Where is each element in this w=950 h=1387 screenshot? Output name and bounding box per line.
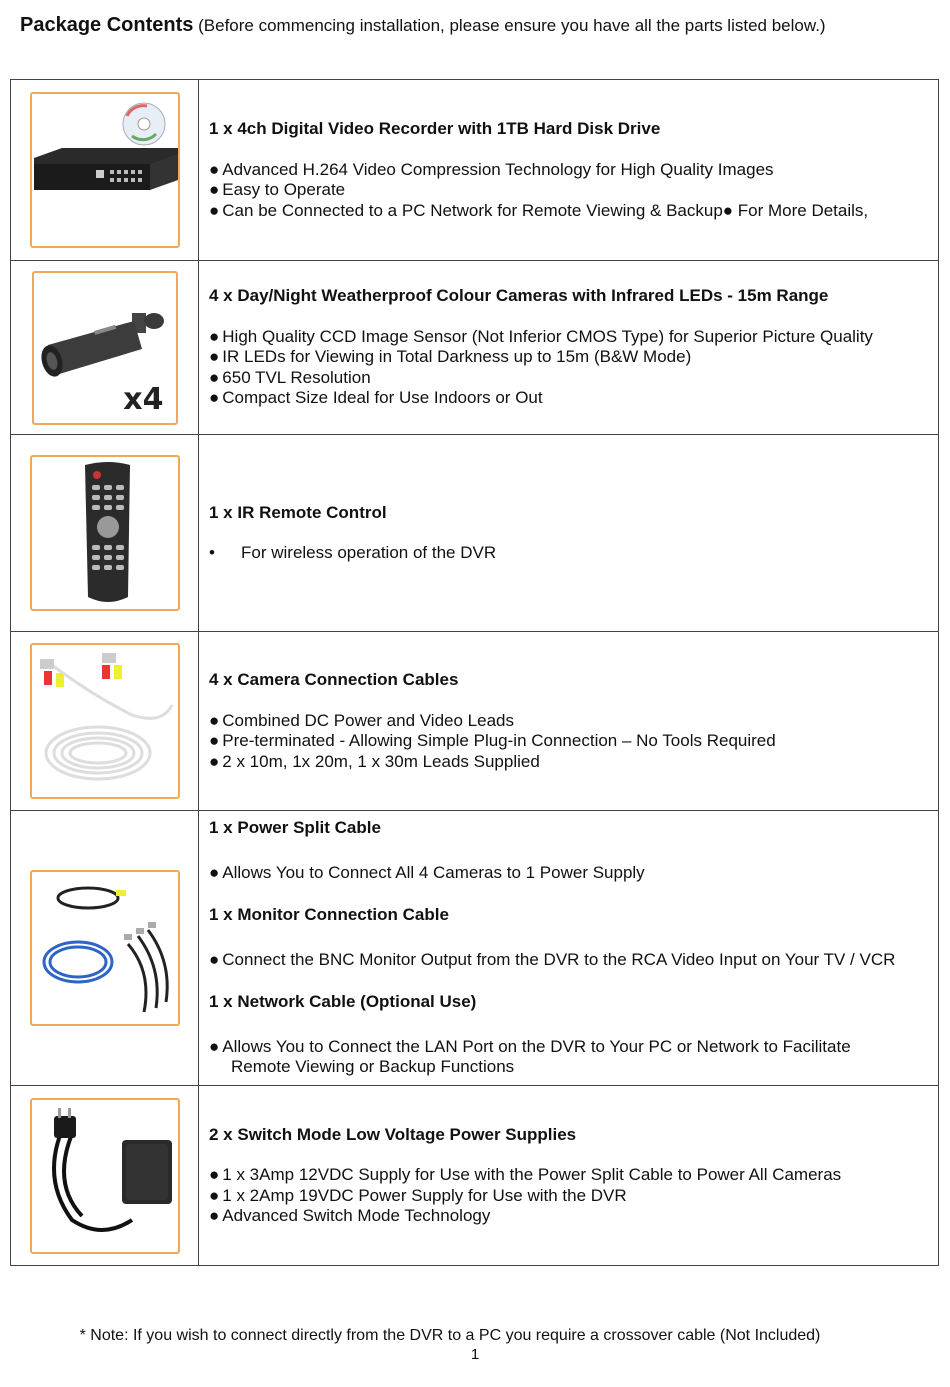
description-cell (199, 632, 939, 811)
list-item: ● Allows You to Connect All 4 Cameras to 1 Power Supply (209, 862, 645, 882)
description-cell (199, 261, 939, 435)
list-item: ● Easy to Operate (209, 180, 346, 199)
page-number: 1 (470, 1346, 480, 1363)
feature-list (209, 863, 934, 884)
list-item: ● Advanced H.264 Video Compression Technology for High Quality Images (209, 159, 774, 179)
table-row-remote (11, 435, 939, 632)
power-supply-image (30, 1098, 180, 1254)
dvr-image (30, 92, 180, 248)
image-cell (11, 632, 199, 811)
item-title: 1 x Monitor Connection Cable (209, 905, 449, 925)
list-item: ● 2 x 10m, 1x 20m, 1 x 30m Leads Supplied (209, 751, 540, 771)
feature-list (209, 160, 934, 222)
package-contents-table (10, 79, 939, 1266)
image-cell (11, 811, 199, 1086)
item-title: 4 x Day/Night Weatherproof Colour Cameras with Infrared LEDs - 15m Range (209, 286, 829, 306)
table-row-cameras (11, 261, 939, 435)
table-row-dvr (11, 80, 939, 261)
table-row-power-supplies (11, 1086, 939, 1266)
footnote: * Note: If you wish to connect directly from the DVR to a PC you require a crossover cable (Not Included) (79, 1327, 821, 1344)
list-item: ● 650 TVL Resolution (209, 367, 371, 387)
item-title: 1 x IR Remote Control (209, 502, 387, 522)
cables-image (30, 870, 180, 1026)
description-cell (199, 80, 939, 261)
image-cell (11, 261, 199, 435)
page-heading (20, 14, 826, 37)
feature-list (209, 711, 934, 773)
feature-list (209, 950, 934, 971)
list-item: ● IR LEDs for Viewing in Total Darkness up to 15m (B&W Mode) (209, 347, 692, 367)
description-cell (199, 811, 939, 1086)
list-item: ● Combined DC Power and Video Leads (209, 710, 514, 730)
list-item: ● Advanced Switch Mode Technology (209, 1206, 491, 1225)
page-title: Package Contents (20, 14, 194, 36)
table-row-camera-cables (11, 632, 939, 811)
description-cell (199, 435, 939, 632)
list-item: ● Pre-terminated - Allowing Simple Plug-in Connection – No Tools Required (209, 731, 776, 750)
list-item: ● Can be Connected to a PC Network for Remote Viewing & Backup● For More Details, (209, 200, 869, 220)
table-row-misc-cables (11, 811, 939, 1086)
image-cell (11, 80, 199, 261)
remote-control-image (30, 455, 180, 611)
item-title: 1 x Network Cable (Optional Use) (209, 992, 477, 1012)
camera-image (32, 271, 178, 425)
camera-cables-image (30, 643, 180, 799)
feature-list (209, 1165, 934, 1227)
list-item: ● High Quality CCD Image Sensor (Not Inferior CMOS Type) for Superior Picture Quality (209, 326, 873, 346)
list-item-continuation: Remote Viewing or Backup Functions (231, 1057, 515, 1077)
list-item: • For wireless operation of the DVR (209, 543, 497, 562)
list-item: ● 1 x 3Amp 12VDC Supply for Use with the Power Split Cable to Power All Cameras (209, 1165, 842, 1184)
description-cell (199, 1086, 939, 1266)
item-title: 4 x Camera Connection Cables (209, 670, 459, 689)
quantity-badge: x4 (123, 381, 164, 417)
item-title: 1 x 4ch Digital Video Recorder with 1TB Hard Disk Drive (209, 119, 661, 138)
page-subtitle: (Before commencing installation, please ensure you have all the parts listed below.) (198, 16, 826, 35)
image-cell (11, 435, 199, 632)
item-title: 2 x Switch Mode Low Voltage Power Supplies (209, 1124, 577, 1144)
feature-list (209, 1037, 934, 1078)
list-item: ● 1 x 2Amp 19VDC Power Supply for Use with the DVR (209, 1185, 627, 1205)
list-item: ● Allows You to Connect the LAN Port on the DVR to Your PC or Network to Facilitate (209, 1036, 851, 1056)
feature-list (209, 327, 934, 409)
image-cell (11, 1086, 199, 1266)
list-item: ● Compact Size Ideal for Use Indoors or Out (209, 388, 543, 408)
item-title: 1 x Power Split Cable (209, 818, 381, 838)
list-item: ● Connect the BNC Monitor Output from the DVR to the RCA Video Input on Your TV / VCR (209, 949, 896, 969)
